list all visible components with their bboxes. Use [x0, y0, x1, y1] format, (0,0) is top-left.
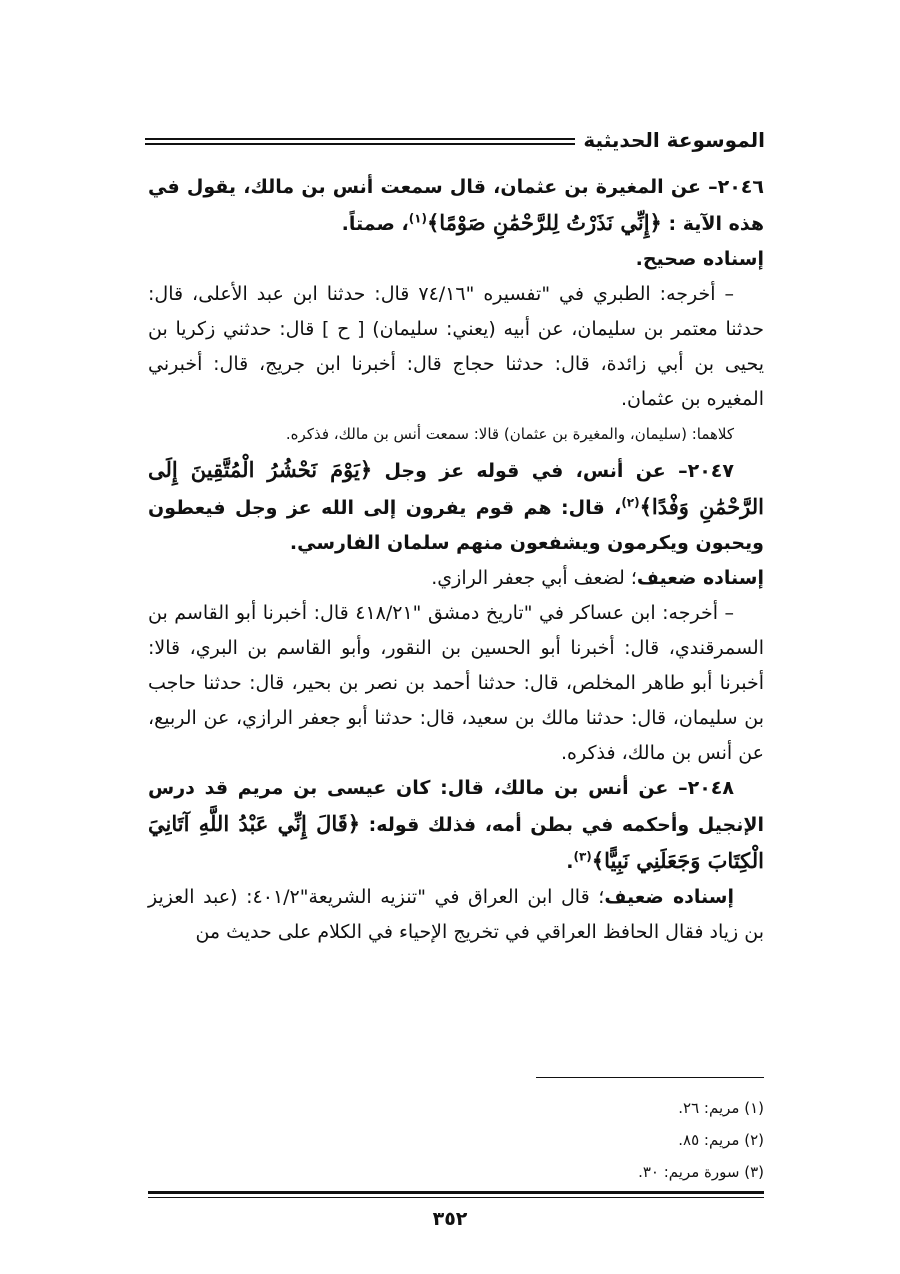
grade-reason: ؛ قال ابن العراق في "تنزيه الشريعة"٤٠١/٢: (عبد العزيز بن زياد فقال الحافظ العراقي في تخريج الإحياء في الكلام على حديث من	[148, 886, 764, 943]
footnotes	[464, 1092, 764, 1188]
hadith-2048	[148, 771, 764, 880]
header-rule-top	[145, 138, 623, 140]
footnote-divider	[536, 1077, 764, 1078]
hadith-text: ، قال: هم قوم يفرون إلى الله عز وجل فيعطون ويحبون ويكرمون ويشفعون منهم سلمان الفارسي.	[148, 497, 764, 554]
takhrij: – أخرجه: الطبري في "تفسيره "٧٤/١٦ قال: حدثنا ابن عبد الأعلى، قال: حدثنا معتمر بن سليمان، عن أبيه (يعني: سليمان) [ ح ] قال: حدثني زكريا بن يحيى بن أبي زائدة، قال: حدثنا حجاج قال: أخبرنا ابن جريج، قال: أخبرني المغيره بن عثمان.	[148, 283, 764, 410]
footnote: (١) مريم: ٢٦.	[678, 1099, 764, 1117]
hadith-text: ٢٠٤٨– عن أنس بن مالك، قال: كان عيسى بن مريم قد درس الإنجيل وأحكمه في بطن أمه، فذلك قوله:	[148, 777, 764, 836]
header-rule-bottom	[145, 143, 623, 145]
hadith-grade	[148, 561, 764, 596]
hadith-text: ، صمتاً.	[341, 213, 409, 235]
running-header	[145, 126, 765, 156]
hadith-text: ٢٠٤٧– عن أنس، في قوله عز وجل	[372, 460, 734, 482]
main-text	[148, 170, 764, 950]
grade-reason: ؛ لضعف أبي جعفر الرازي.	[431, 567, 637, 589]
grade-label: إسناده ضعيف	[604, 886, 734, 908]
header-title: الموسوعة الحديثية	[575, 126, 765, 154]
hadith-2046	[148, 170, 764, 242]
takhrij: – أخرجه: ابن عساكر في "تاريخ دمشق "٤١٨/٢١ قال: أخبرنا أبو القاسم بن السمرقندي، قال: أخبرنا أبو الحسين بن النقور، وأبو القاسم بن البري، قالا: أخبرنا أبو طاهر المخلص، قال: حدثنا أحمد بن نصر بن بحير، قال: حدثنا حاجب بن سليمان، قال: حدثنا مالك بن سعيد، قال: حدثنا أبو جعفر الرازي، عن الربيع، عن أنس بن مالك، فذكره.	[148, 602, 764, 764]
bottom-rule-thick	[148, 1191, 764, 1194]
page-number: ٣٥٢	[432, 1208, 468, 1230]
grade-label: إسناده ضعيف	[636, 567, 764, 589]
quran-verse: ﴿إِنِّي نَذَرْتُ لِلرَّحْمَٰنِ صَوْمًا﴾	[426, 210, 662, 235]
footnote-ref[interactable]: (٢)	[621, 495, 640, 510]
quran-verse: ﴿يَوْمَ نَحْشُرُ الْمُتَّقِينَ إِلَى الرَّحْمَٰنِ وَفْدًا﴾	[148, 457, 764, 519]
footnote-ref[interactable]: (١)	[408, 211, 427, 226]
hadith-grade: إسناده صحيح.	[635, 248, 764, 270]
note: كلاهما: (سليمان، والمغيرة بن عثمان) قالا: سمعت أنس بن مالك، فذكره.	[285, 425, 734, 443]
footnote: (٢) مريم: ٨٥.	[678, 1131, 764, 1149]
quran-verse: ﴿قَالَ إِنِّي عَبْدُ اللَّهِ آتَانِيَ الْكِتَابَ وَجَعَلَنِي نَبِيًّا﴾	[148, 811, 764, 873]
footnote-ref[interactable]: (٣)	[573, 849, 592, 864]
hadith-text: ٢٠٤٦– عن المغيرة بن عثمان، قال سمعت أنس بن مالك، يقول في هذه الآية :	[148, 176, 764, 235]
hadith-grade	[148, 880, 764, 950]
hadith-2047	[148, 452, 764, 561]
hadith-text: .	[566, 851, 574, 873]
bottom-rule-thin	[148, 1197, 764, 1198]
footnote: (٣) سورة مريم: ٣٠.	[638, 1163, 764, 1181]
